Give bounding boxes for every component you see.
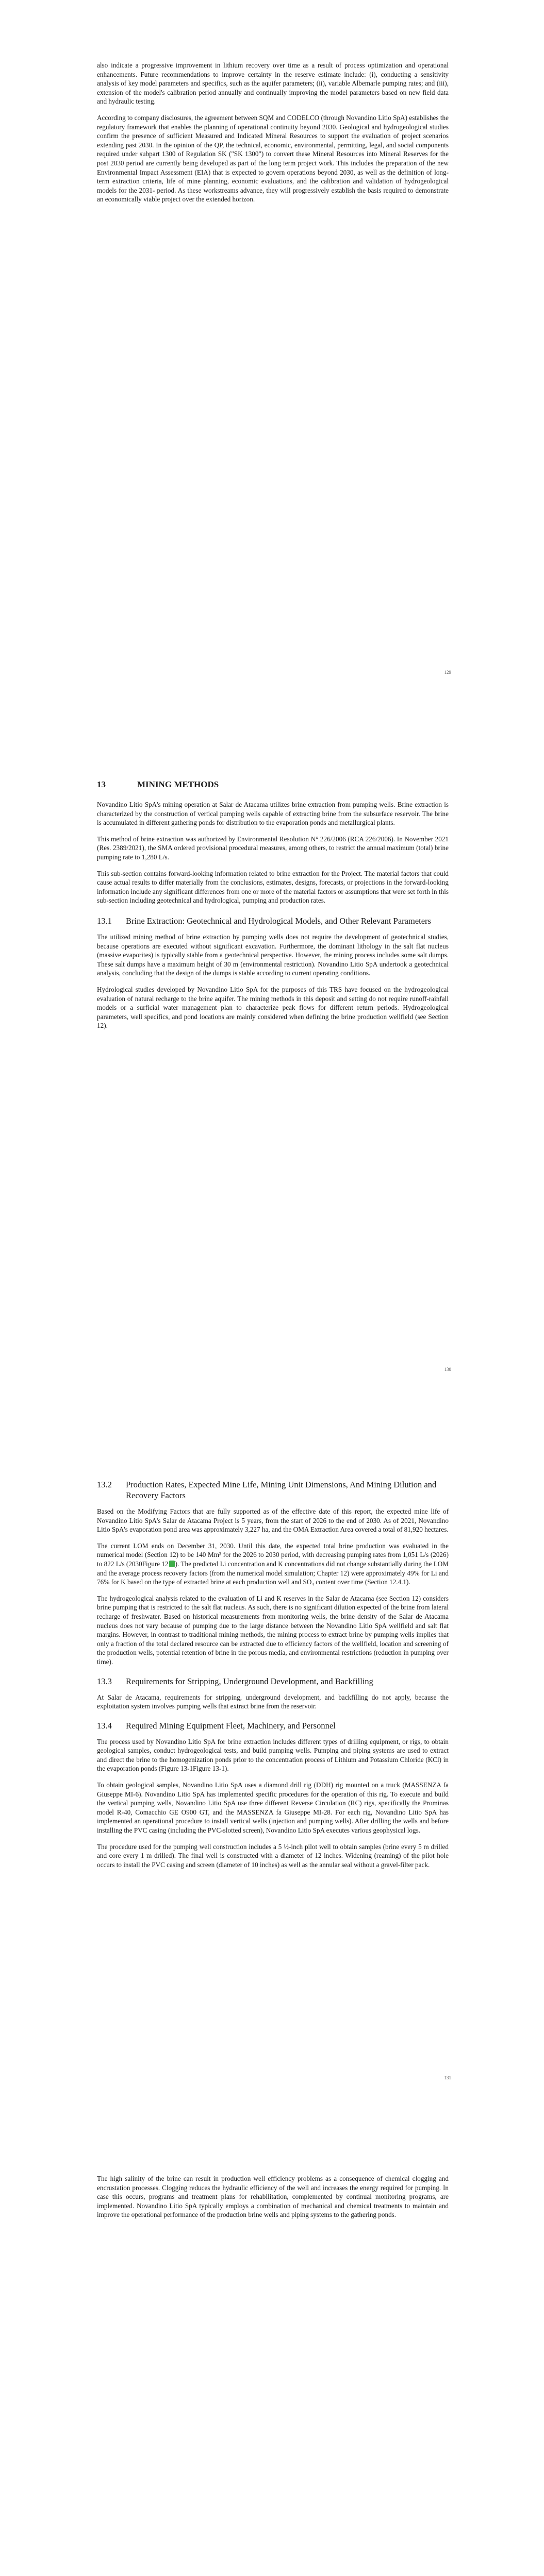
page-number: 130 bbox=[444, 1367, 451, 1372]
subsection-title: Brine Extraction: Geotechnical and Hydrological Models, and Other Relevant Parameters bbox=[126, 916, 431, 926]
paragraph-text: The current LOM ends on December 31, 2030. Until this date, the expected total brine production was evaluated in the numerical model (Section 12) to be 140 Mm³ for the 2026 to 2030 period, with decreasing pumping rates from 1,051 L/s (2026) to 822 L/s (2030Figure 12 bbox=[97, 1541, 449, 1568]
page-number: 131 bbox=[444, 2075, 451, 2080]
paragraph: At Salar de Atacama, requirements for stripping, underground development, and backfilling do not apply, because the exploitation system involves pumping wells that extract brine from the reservoir. bbox=[97, 1693, 449, 1710]
paragraph: According to company disclosures, the agreement between SQM and CODELCO (through Novandino Litio SpA) establishes the regulatory framework that enables the planning of operational continuity beyond 2030. Geological and hydrogeological studies confirm the presence of sufficient Measured and Indicated Mineral Resources to support the evaluation of project scenarios extending past 2030. In the opinion of the QP, the technical, economic, environmental, permitting, legal, and social components required under subpart 1300 of Regulation SK ("SK 1300") to convert these Mineral Resources into Mineral Reserves for the post 2030 period are currently being developed as part of the long term project work. This includes the preparation of the new Environmental Impact Assessment (EIA) that is expected to govern operations beyond 2030, as well as the definition of long-term extraction criteria, life of mine planning, economic evaluations, and the calibration and validation of hydrogeological models for the 2031- period. As these workstreams advance, they will progressively establish the basis required to demonstrate an economically viable project over the extended horizon. bbox=[97, 113, 449, 204]
section-heading bbox=[97, 779, 449, 790]
page-2 bbox=[0, 703, 544, 1406]
paragraph: also indicate a progressive improvement in lithium recovery over time as a result of process optimization and operational enhancements. Future recommendations to improve certainty in the reserve estimate include: (i), conducting a sensitivity analysis of key model parameters and specifics, such as the aquifer parameters; (ii), variable Albemarle pumping rates; and (iii), extension of the model's calibration period annually and continually improving the model parameters based on new field data and hydraulic testing. bbox=[97, 61, 449, 106]
subsection-number: 13.4 bbox=[97, 1720, 112, 1731]
paragraph-text: ). The predicted Li concentration and K concentrations did not change substantially during the LOM and the average process recovery factors (from the numerical model simulation; Chapter 12) were approximately 49% for Li and 76% for K based on the type of extracted brine at each production well and SO₄ content over time (Section 12.4.1). bbox=[97, 1560, 449, 1586]
subsection-number: 13.1 bbox=[97, 916, 112, 926]
subsection-heading bbox=[97, 1676, 449, 1687]
page-number: 129 bbox=[444, 670, 451, 675]
subsection-title: Production Rates, Expected Mine Life, Mining Unit Dimensions, And Mining Dilution and Recovery Factors bbox=[126, 1480, 437, 1500]
paragraph: The procedure used for the pumping well construction includes a 5 ½-inch pilot well to obtain samples (brine every 5 m drilled and core every 1 m drilled). The final well is constructed with a diameter of 12 inches. Widening (reaming) of the pilot hole occurs to install the PVC casing and screen (diameter of 10 inches) as well as the annular seal without a gravel-filter pack. bbox=[97, 1842, 449, 1869]
subsection-heading bbox=[97, 1720, 449, 1731]
comment-marker-icon[interactable] bbox=[169, 1561, 175, 1567]
subsection-heading bbox=[97, 1479, 449, 1501]
page-4 bbox=[0, 2110, 544, 2576]
page-1-body bbox=[97, 61, 449, 211]
paragraph: This method of brine extraction was authorized by Environmental Resolution N° 226/2006 (RCA 226/2006). In November 2021 (Res. 2389/2021), the SMA ordered provisional procedural measures, among others, to restrict the annual maximum (total) brine pumping rate to 1,280 L/s. bbox=[97, 835, 449, 861]
page-3-body bbox=[97, 1476, 449, 1876]
subsection-number: 13.2 bbox=[97, 1480, 112, 1489]
section-title: MINING METHODS bbox=[137, 779, 219, 789]
paragraph: This sub-section contains forward-looking information related to brine extraction for the Project. The material factors that could cause actual results to differ materially from the conclusions, estimates, designs, forecasts, or projections in the forward-looking information include any significant differences from one or more of the material factors or assumptions that were set forth in this sub-section including geotechnical and hydrological, pumping and production rates. bbox=[97, 869, 449, 905]
page-4-body bbox=[97, 2174, 449, 2227]
page-3 bbox=[0, 1406, 544, 2110]
paragraph: The high salinity of the brine can result in production well efficiency problems as a consequence of chemical clogging and encrustation processes. Clogging reduces the hydraulic efficiency of the well and increases the energy required for pumping. In case this occurs, programs and treatment plans for rehabilitation, complemented by continual monitoring programs, are implemented. Novandino Litio SpA typically employs a combination of mechanical and chemical treatments to maintain and improve the operational performance of the production brine wells and piping systems to the gathering ponds. bbox=[97, 2175, 449, 2219]
subsection-title: Required Mining Equipment Fleet, Machinery, and Personnel bbox=[126, 1720, 336, 1731]
page-2-body bbox=[97, 779, 449, 1038]
paragraph: Hydrological studies developed by Novandino Litio SpA for the purposes of this TRS have focused on the hydrogeological evaluation of natural recharge to the brine aquifer. The mining methods in this deposit and setting do not require runoff-rainfall models or a surficial water management plan to characterize peak flows for different return periods. Hydrogeological parameters, well specifics, and pond locations are mainly considered when defining the brine production wellfield (see Section 12). bbox=[97, 985, 449, 1030]
paragraph: The utilized mining method of brine extraction by pumping wells does not require the development of geotechnical studies, because operations are executed without significant excavation. Furthermore, the dominant lithology in the salt flat nucleus (massive evaporites) is typically stable from a geotechnical perspective. However, the mining process includes some salt dumps. These salt dumps have a maximum height of 30 m (environmental restriction). Novandino Litio SpA undertook a geotechnical analysis, concluding that the design of the dumps is stable according to current operating conditions. bbox=[97, 933, 449, 977]
subsection-heading bbox=[97, 916, 449, 926]
paragraph: The hydrogeological analysis related to the evaluation of Li and K reserves in the Salar de Atacama (see Section 12) considers brine pumping that is restricted to the salt flat nucleus. As such, there is no significant dilution expected of the brine from lateral recharge of freshwater. Based on historical measurements from monitoring wells, the brine density of the Salar de Atacama nucleus does not vary because of pumping due to the large distance between the Novandino Litio SpA wellfield and salt flat margins. However, in contrast to traditional mining methods, the mining process to extract brine by pumping wells implies that only a fraction of the total declared resource can be extracted due to efficiency factors of the wellfield, location and screening of the production wells, potential retention of brine in the porous media, and environmental restrictions (reduction in pumping over time). bbox=[97, 1594, 449, 1666]
paragraph: Based on the Modifying Factors that are fully supported as of the effective date of this report, the expected mine life of Novandino Litio SpA's Salar de Atacama Project is 5 years, from the start of 2026 to the end of 2030. As of 2021, Novandino Litio SpA's evaporation pond area was approximately 3,227 ha, and the OMA Extraction Area covered a total of 81,920 hectares. bbox=[97, 1507, 449, 1534]
paragraph: Novandino Litio SpA's mining operation at Salar de Atacama utilizes brine extraction from pumping wells. Brine extraction is characterized by the construction of vertical pumping wells capable of extracting brine from the subsurface reservoir. The brine is accumulated in different gathering ponds for distribution to the evaporation ponds and metallurgical plants. bbox=[97, 801, 449, 827]
paragraph: To obtain geological samples, Novandino Litio SpA uses a diamond drill rig (DDH) rig mounted on a truck (MASSENZA fa Giuseppe MI-6). Novandino Litio SpA has implemented specific procedures for the operation of this rig. To execute and build the vertical pumping wells, Novandino Litio SpA use three different Reverse Circulation (RC) rigs, specifically the Prominas model R-40, Comacchio GE O900 GT, and the MASSENZA fa Giuseppe MI-28. For each rig, Novandino Litio SpA has implemented an operational procedure to install vertical wells (injection and pumping wells). After drilling the wells and before installing the PVC casing (including the PVC-slotted screen), Novandino Litio SpA executes various geophysical logs. bbox=[97, 1781, 449, 1835]
paragraph: The process used by Novandino Litio SpA for brine extraction includes different types of drilling equipment, or rigs, to obtain geological samples, conduct hydrogeological tests, and build pumping wells. Pumping and piping systems are used to extract and direct the brine to the homogenization ponds prior to the concentration process of Lithium and Potassium Chloride (KCl) in the evaporation ponds (Figure 13-1Figure 13-1). bbox=[97, 1737, 449, 1773]
subsection-number: 13.3 bbox=[97, 1676, 112, 1686]
paragraph bbox=[97, 1541, 449, 1587]
section-number: 13 bbox=[97, 779, 106, 789]
page-1 bbox=[0, 0, 544, 703]
subsection-title: Requirements for Stripping, Underground Development, and Backfilling bbox=[126, 1676, 373, 1686]
